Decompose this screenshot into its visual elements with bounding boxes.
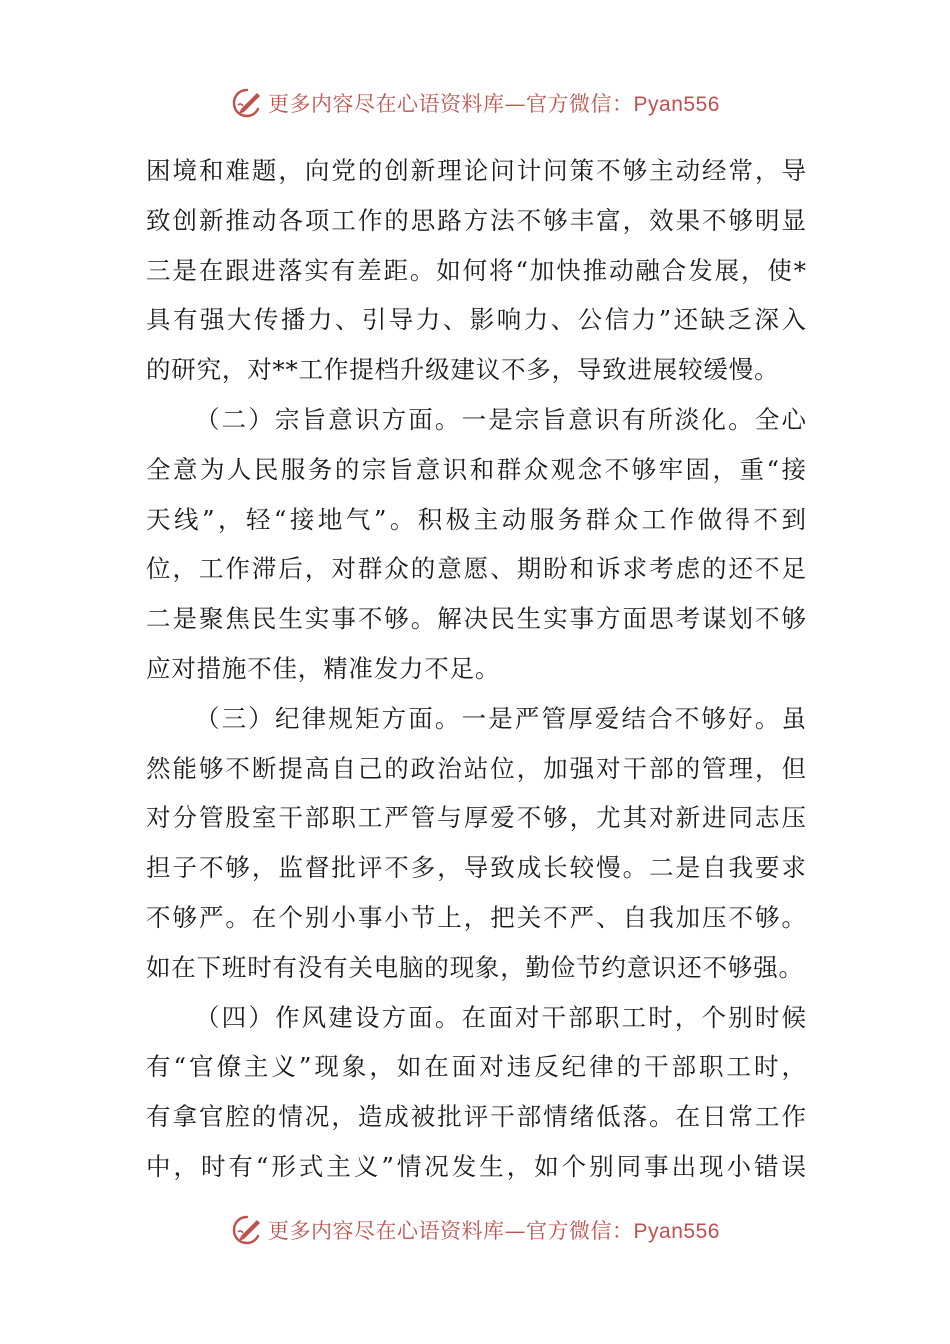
text-line: 困境和难题，向党的创新理论问计问策不够主动经常，导 — [146, 156, 806, 185]
text-line: 具有强大传播力、引导力、影响力、公信力”还缺乏深入 — [146, 305, 806, 335]
text-line: 然能够不断提高自己的政治站位，加强对干部的管理，但 — [146, 753, 806, 783]
header-banner-text: 更多内容尽在心语资料库—官方微信：Pyan556 — [268, 92, 720, 116]
text-line: 有拿官腔的情况，造成被批评干部情绪低落。在日常工作 — [146, 1102, 806, 1132]
wechat-id: Pyan556 — [633, 1220, 720, 1243]
wechat-id: Pyan556 — [633, 93, 720, 116]
text-line: 对分管股室干部职工严管与厚爱不够，尤其对新进同志压 — [146, 803, 806, 833]
text-line: 三是在跟进落实有差距。如何将“加快推动融合发展，使* — [146, 255, 806, 285]
text-line: 应对措施不佳，精准发力不足。 — [146, 653, 501, 683]
text-line: 不够严。在个别小事小节上，把关不严、自我加压不够。 — [146, 902, 806, 932]
document-body — [146, 146, 806, 1192]
text-line: 担子不够，监督批评不多，导致成长较慢。二是自我要求 — [146, 853, 806, 883]
text-line: 的研究，对**工作提档升级建议不多，导致进展较缓慢。 — [146, 355, 780, 385]
text-line: 中，时有“形式主义”情况发生，如个别同事出现小错误 — [146, 1151, 806, 1181]
section-heading-line: （四）作风建设方面。在面对干部职工时，个别时候 — [195, 1002, 806, 1032]
footer-banner-text: 更多内容尽在心语资料库—官方微信：Pyan556 — [268, 1219, 720, 1243]
header-banner — [0, 81, 950, 125]
text-line: 位，工作滞后，对群众的意愿、期盼和诉求考虑的还不足 — [146, 554, 806, 584]
pen-logo-icon — [230, 86, 264, 120]
text-line: 天线”，轻“接地气”。积极主动服务群众工作做得不到 — [146, 504, 806, 534]
text-line: 全意为人民服务的宗旨意识和群众观念不够牢固，重“接 — [146, 454, 806, 484]
text-line: 二是聚焦民生实事不够。解决民生实事方面思考谋划不够 — [146, 604, 806, 634]
footer-banner — [0, 1208, 950, 1252]
text-line: 如在下班时有没有关电脑的现象，勤俭节约意识还不够强。 — [146, 952, 804, 982]
section-heading-line: （二）宗旨意识方面。一是宗旨意识有所淡化。全心 — [195, 404, 806, 434]
section-heading-line: （三）纪律规矩方面。一是严管厚爱结合不够好。虽 — [195, 703, 806, 733]
text-line: 有“官僚主义”现象，如在面对违反纪律的干部职工时， — [146, 1052, 806, 1082]
pen-logo-icon — [230, 1213, 264, 1247]
text-line: 致创新推动各项工作的思路方法不够丰富，效果不够明显 — [146, 205, 806, 235]
